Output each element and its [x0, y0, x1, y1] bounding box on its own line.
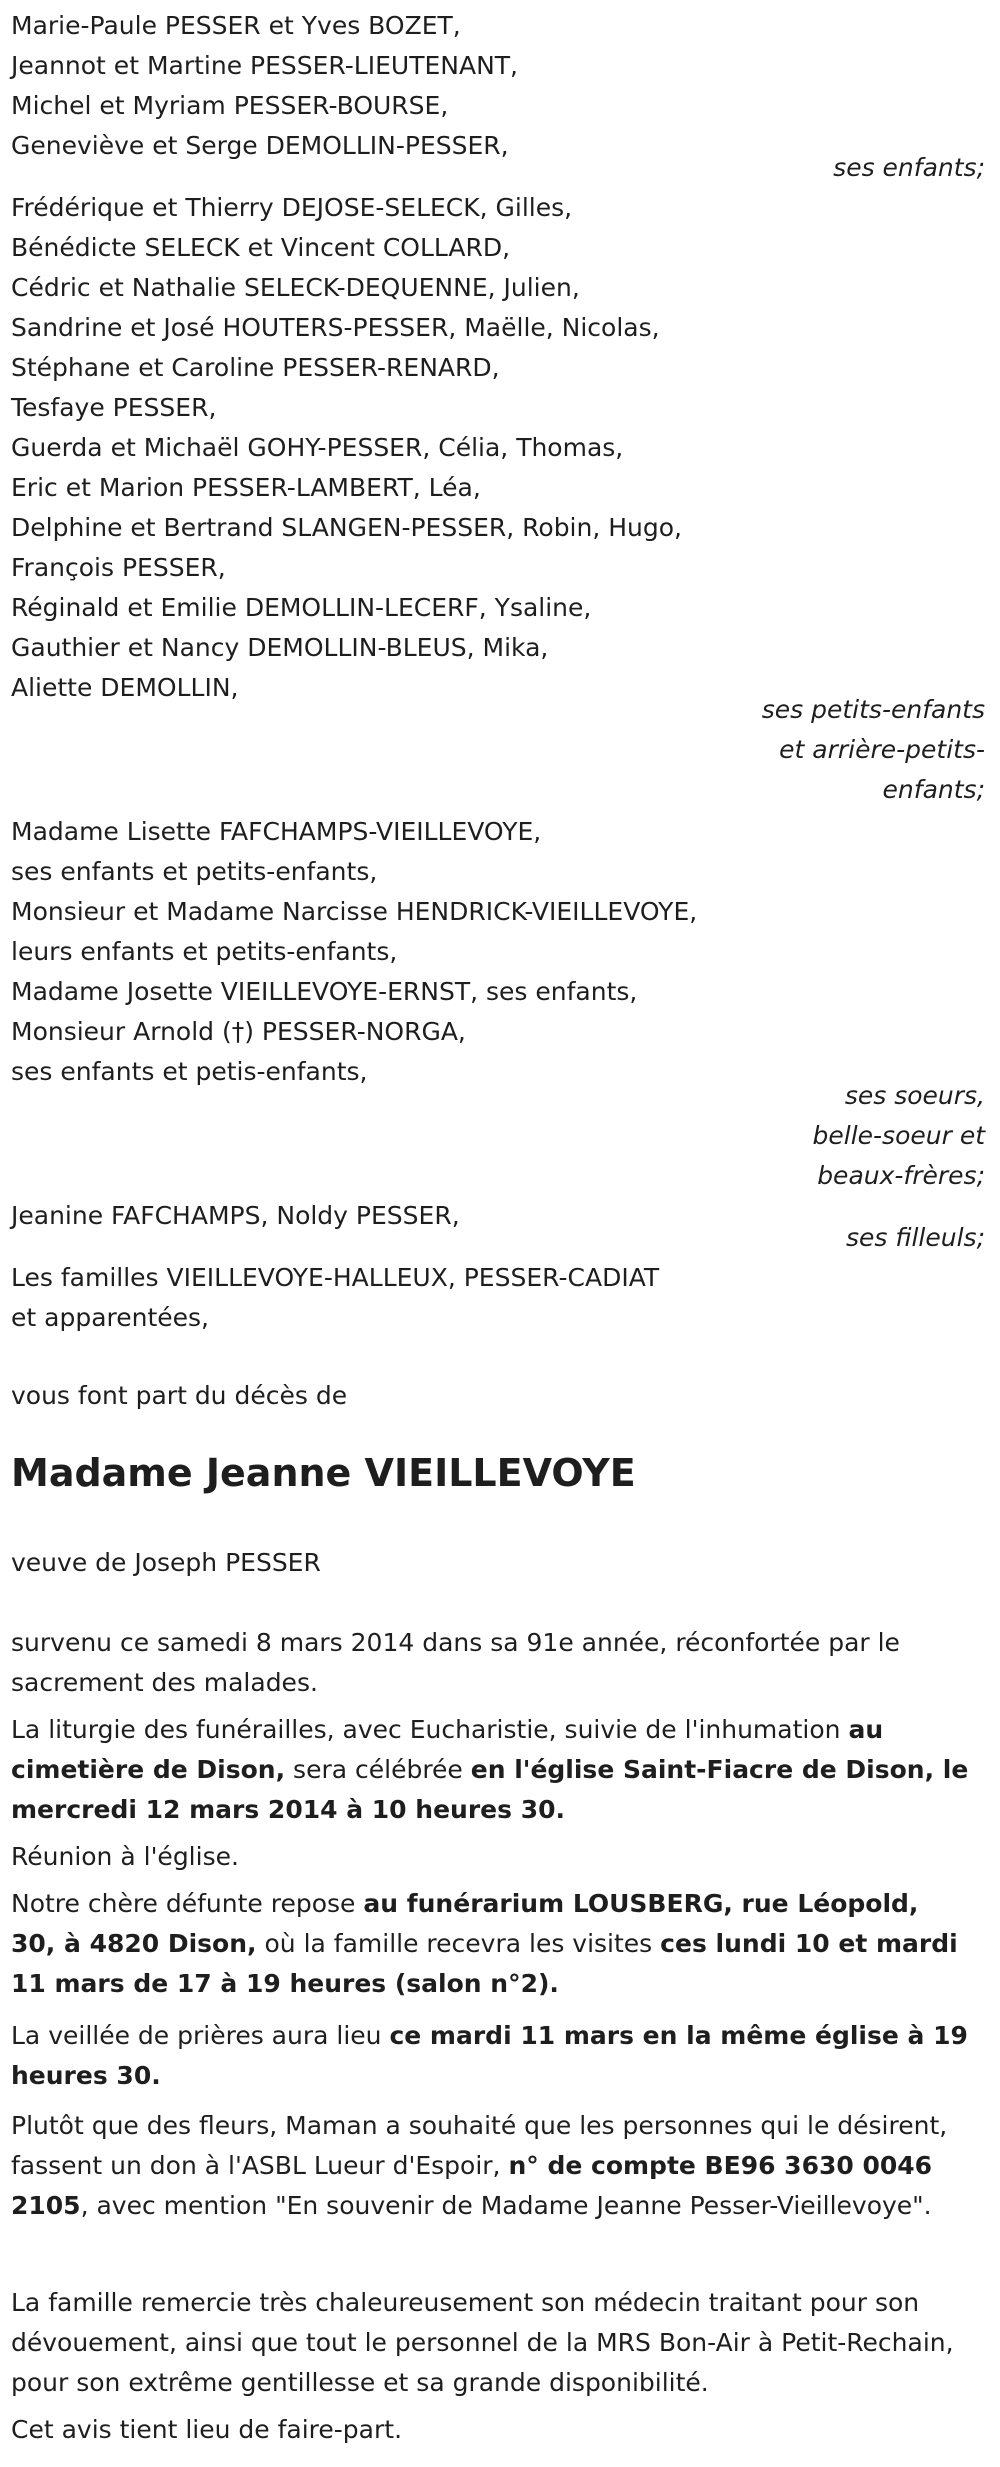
family-line: Jeanine FAFCHAMPS, Noldy PESSER, [11, 1201, 460, 1230]
family-line: Les familles VIEILLEVOYE-HALLEUX, PESSER-CADIAT [11, 1263, 660, 1292]
family-line: Aliette DEMOLLIN, [11, 673, 239, 702]
family-line: Gauthier et Nancy DEMOLLIN-BLEUS, Mika, [11, 633, 549, 662]
family-line: Stéphane et Caroline PESSER-RENARD, [11, 353, 500, 382]
paragraph-vigil: La veillée de prières aura lieu ce mardi 11 mars en la même église à 19 heures 30. [11, 2021, 968, 2090]
widow-of: veuve de Joseph PESSER [11, 1548, 321, 1577]
paragraph-meeting: Réunion à l'église. [11, 1842, 239, 1871]
family-line: François PESSER, [11, 553, 226, 582]
family-line: Bénédicte SELECK et Vincent COLLARD, [11, 233, 511, 262]
family-line: ses enfants et petis-enfants, [11, 1057, 368, 1086]
relation-label: enfants; [882, 775, 985, 804]
deceased-name: Madame Jeanne VIEILLEVOYE [11, 1451, 636, 1495]
announcement: vous font part du décès de [11, 1381, 348, 1410]
paragraph-donation: Plutôt que des fleurs, Maman a souhaité que les personnes qui le désirent, fassent un don à l'ASBL Lueur d'Espoir, n° de compte BE96 3630 0046 2105, avec mention "En souvenir de Madame Jeanne Pesser-Vieillevoye". [11, 2111, 948, 2220]
relation-label: ses petits-enfants [761, 695, 985, 724]
paragraph-death: survenu ce samedi 8 mars 2014 dans sa 91e année, réconfortée par le sacrement des malades. [11, 1628, 900, 1697]
family-line: ses enfants et petits-enfants, [11, 857, 378, 886]
family-line: leurs enfants et petits-enfants, [11, 937, 398, 966]
paragraph-funeral-home: Notre chère défunte repose au funérarium LOUSBERG, rue Léopold, 30, à 4820 Dison, où la famille recevra les visites ces lundi 10 et mardi 11 mars de 17 à 19 heures (salon n°2). [11, 1889, 958, 1998]
relation-label: ses enfants; [833, 153, 985, 182]
paragraph-funeral: La liturgie des funérailles, avec Eucharistie, suivie de l'inhumation au cimetière de Dison, sera célébrée en l'église Saint-Fiacre de Dison, le mercredi 12 mars 2014 à 10 heures 30. [11, 1715, 969, 1824]
family-line: Madame Josette VIEILLEVOYE-ERNST, ses enfants, [11, 977, 638, 1006]
family-line: et apparentées, [11, 1303, 209, 1332]
paragraph-thanks: La famille remercie très chaleureusement son médecin traitant pour son dévouement, ainsi que tout le personnel de la MRS Bon-Air à Petit-Rechain, pour son extrême gentillesse et sa grande disponibilité. [11, 2288, 954, 2397]
family-line: Marie-Paule PESSER et Yves BOZET, [11, 11, 461, 40]
family-line: Eric et Marion PESSER-LAMBERT, Léa, [11, 473, 481, 502]
family-line: Monsieur Arnold (†) PESSER-NORGA, [11, 1017, 466, 1046]
family-line: Geneviève et Serge DEMOLLIN-PESSER, [11, 131, 509, 160]
relation-label: belle-soeur et [812, 1121, 985, 1150]
family-line: Sandrine et José HOUTERS-PESSER, Maëlle, Nicolas, [11, 313, 660, 342]
paragraph-closing: Cet avis tient lieu de faire-part. [11, 2415, 403, 2444]
family-line: Monsieur et Madame Narcisse HENDRICK-VIEILLEVOYE, [11, 897, 698, 926]
family-line: Delphine et Bertrand SLANGEN-PESSER, Robin, Hugo, [11, 513, 682, 542]
relation-label: et arrière-petits- [779, 735, 985, 764]
family-line: Cédric et Nathalie SELECK-DEQUENNE, Julien, [11, 273, 580, 302]
family-line: Michel et Myriam PESSER-BOURSE, [11, 91, 449, 120]
relation-label: ses filleuls; [845, 1223, 985, 1252]
family-line: Guerda et Michaël GOHY-PESSER, Célia, Thomas, [11, 433, 624, 462]
family-line: Réginald et Emilie DEMOLLIN-LECERF, Ysaline, [11, 593, 592, 622]
relation-label: ses soeurs, [844, 1081, 985, 1110]
family-line: Madame Lisette FAFCHAMPS-VIEILLEVOYE, [11, 817, 542, 846]
relation-label: beaux-frères; [817, 1161, 985, 1190]
family-line: Frédérique et Thierry DEJOSE-SELECK, Gilles, [11, 193, 573, 222]
family-line: Jeannot et Martine PESSER-LIEUTENANT, [11, 51, 518, 80]
family-line: Tesfaye PESSER, [11, 393, 217, 422]
